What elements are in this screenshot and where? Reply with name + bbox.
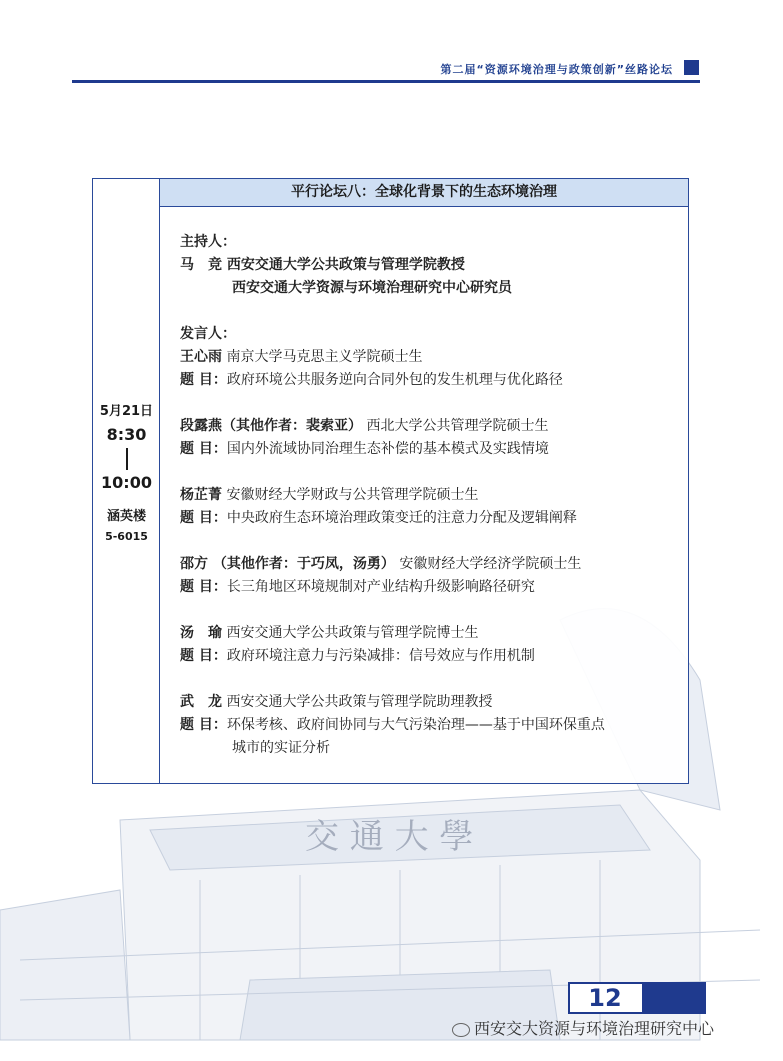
session-start-time: 8:30 (106, 425, 147, 444)
time-separator (126, 448, 128, 470)
header-square-decoration (684, 60, 699, 75)
speaker-name: 杨芷菁 (180, 487, 222, 503)
speaker-entry (180, 553, 680, 599)
host-title-2: 西安交通大学资源与环境治理研究中心研究员 (232, 280, 512, 296)
speaker-entry (180, 691, 680, 760)
host-line-2 (180, 277, 680, 300)
topic-label: 题 目： (180, 372, 227, 388)
speaker-topic: 政府环境注意力与污染减排：信号效应与作用机制 (226, 648, 535, 664)
topic-label: 题 目： (180, 579, 227, 595)
host-heading: 主持人： (180, 234, 236, 250)
session-building: 涵英楼 (106, 509, 146, 524)
speaker-entry (180, 484, 680, 530)
speaker-topic: 中央政府生态环境治理政策变迁的注意力分配及逻辑阐释 (226, 510, 577, 526)
speaker-name: 汤 瑜 (180, 625, 222, 641)
speaker-name: 王心雨 (180, 349, 222, 365)
host-name: 马 竞 (180, 257, 222, 273)
header-title: 第二届“资源环境治理与政策创新”丝路论坛 (440, 63, 673, 76)
topic-label: 题 目： (180, 510, 227, 526)
wechat-icon (452, 1023, 470, 1037)
time-location-column (93, 179, 160, 783)
header-rule (72, 80, 700, 83)
speaker-entry (180, 622, 680, 668)
watermark (452, 1016, 714, 1039)
svg-text:交 通 大 學: 交 通 大 學 (305, 817, 474, 857)
speaker-name: 邵方 （其他作者：于巧凤，汤勇） (180, 556, 395, 572)
watermark-text: 西安交大资源与环境治理研究中心 (474, 1019, 715, 1038)
session-date: 5月21日 (99, 404, 154, 419)
speaker-affiliation: 西安交通大学公共政策与管理学院助理教授 (226, 694, 493, 710)
speaker-topic-continued: 城市的实证分析 (232, 740, 330, 756)
forum-title: 平行论坛八：全球化背景下的生态环境治理 (160, 179, 688, 207)
host-title-1: 西安交通大学公共政策与管理学院教授 (226, 257, 465, 273)
speaker-affiliation: 西安交通大学公共政策与管理学院博士生 (226, 625, 479, 641)
topic-label: 题 目： (180, 648, 227, 664)
speaker-affiliation: 南京大学马克思主义学院硕士生 (226, 349, 423, 365)
topic-label: 题 目： (180, 441, 227, 457)
speaker-affiliation: 安徽财经大学财政与公共管理学院硕士生 (226, 487, 479, 503)
speaker-topic: 长三角地区环境规制对产业结构升级影响路径研究 (226, 579, 535, 595)
page-number-fill (642, 984, 704, 1012)
speaker-name: 武 龙 (180, 694, 222, 710)
session-end-time: 10:00 (101, 473, 152, 492)
speaker-entry (180, 346, 680, 392)
speaker-topic: 国内外流域协同治理生态补偿的基本模式及实践情境 (226, 441, 549, 457)
speaker-name: 段露燕（其他作者：裴索亚） (180, 418, 362, 434)
speaker-entry (180, 415, 680, 461)
speaker-affiliation: 西北大学公共管理学院硕士生 (366, 418, 549, 434)
session-room: 5-6015 (105, 530, 148, 543)
forum-content (180, 231, 680, 760)
topic-label: 题 目： (180, 717, 227, 733)
speaker-topic: 环保考核、政府间协同与大气污染治理——基于中国环保重点 (226, 717, 605, 733)
speakers-heading: 发言人： (180, 326, 236, 342)
page-number-box (568, 982, 706, 1014)
host-line-1 (180, 254, 680, 277)
speaker-affiliation: 安徽财经大学经济学院硕士生 (399, 556, 582, 572)
speaker-topic: 政府环境公共服务逆向合同外包的发生机理与优化路径 (226, 372, 563, 388)
forum-schedule-table (92, 178, 689, 784)
page-number: 12 (588, 984, 622, 1012)
time-location-block (93, 402, 160, 545)
